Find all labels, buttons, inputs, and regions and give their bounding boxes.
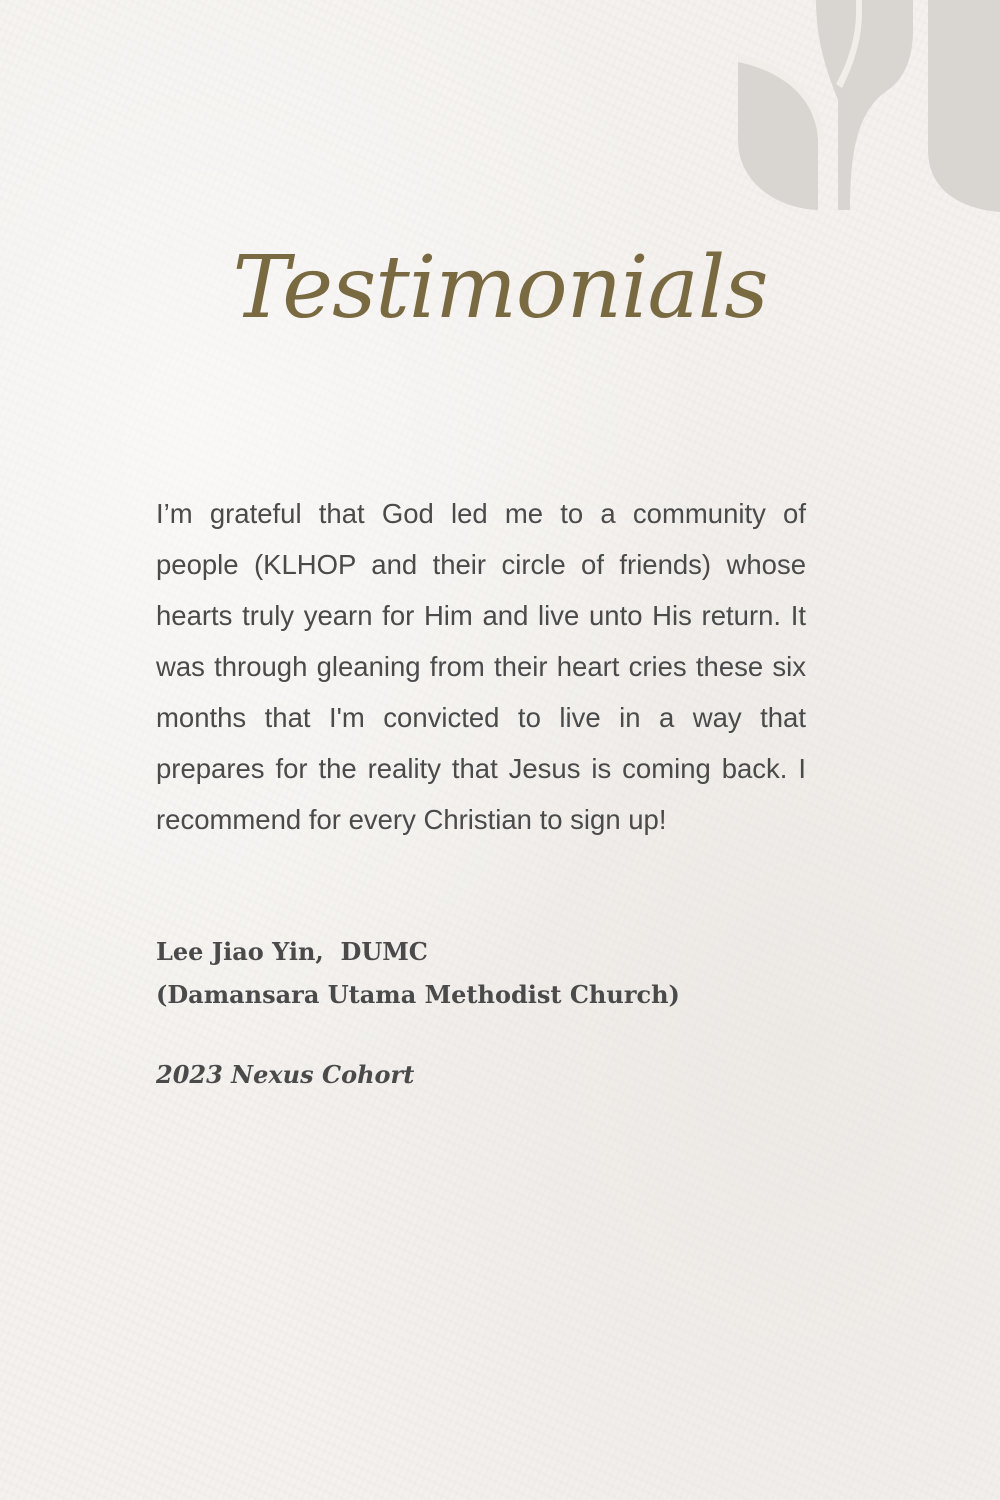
testimonial-quote: I’m grateful that God led me to a community of people (KLHOP and their circle of friends) whose hearts truly yearn for Him and live unto His return. It was through gleaning from their heart cries these six months that I'm convicted to live in a way that prepares for the reality that Jesus is coming back. I recommend for every Christian to sign up!	[156, 498, 806, 835]
leaf-arch-logo-icon	[738, 0, 1000, 215]
page-title: Testimonials	[232, 238, 768, 338]
author-church-line: (Damansara Utama Methodist Church)	[156, 980, 680, 1009]
testimonial-author	[156, 930, 856, 1016]
author-name-line: Lee Jiao Yin, DUMC	[156, 937, 428, 966]
cohort-label: 2023 Nexus Cohort	[156, 1060, 415, 1089]
